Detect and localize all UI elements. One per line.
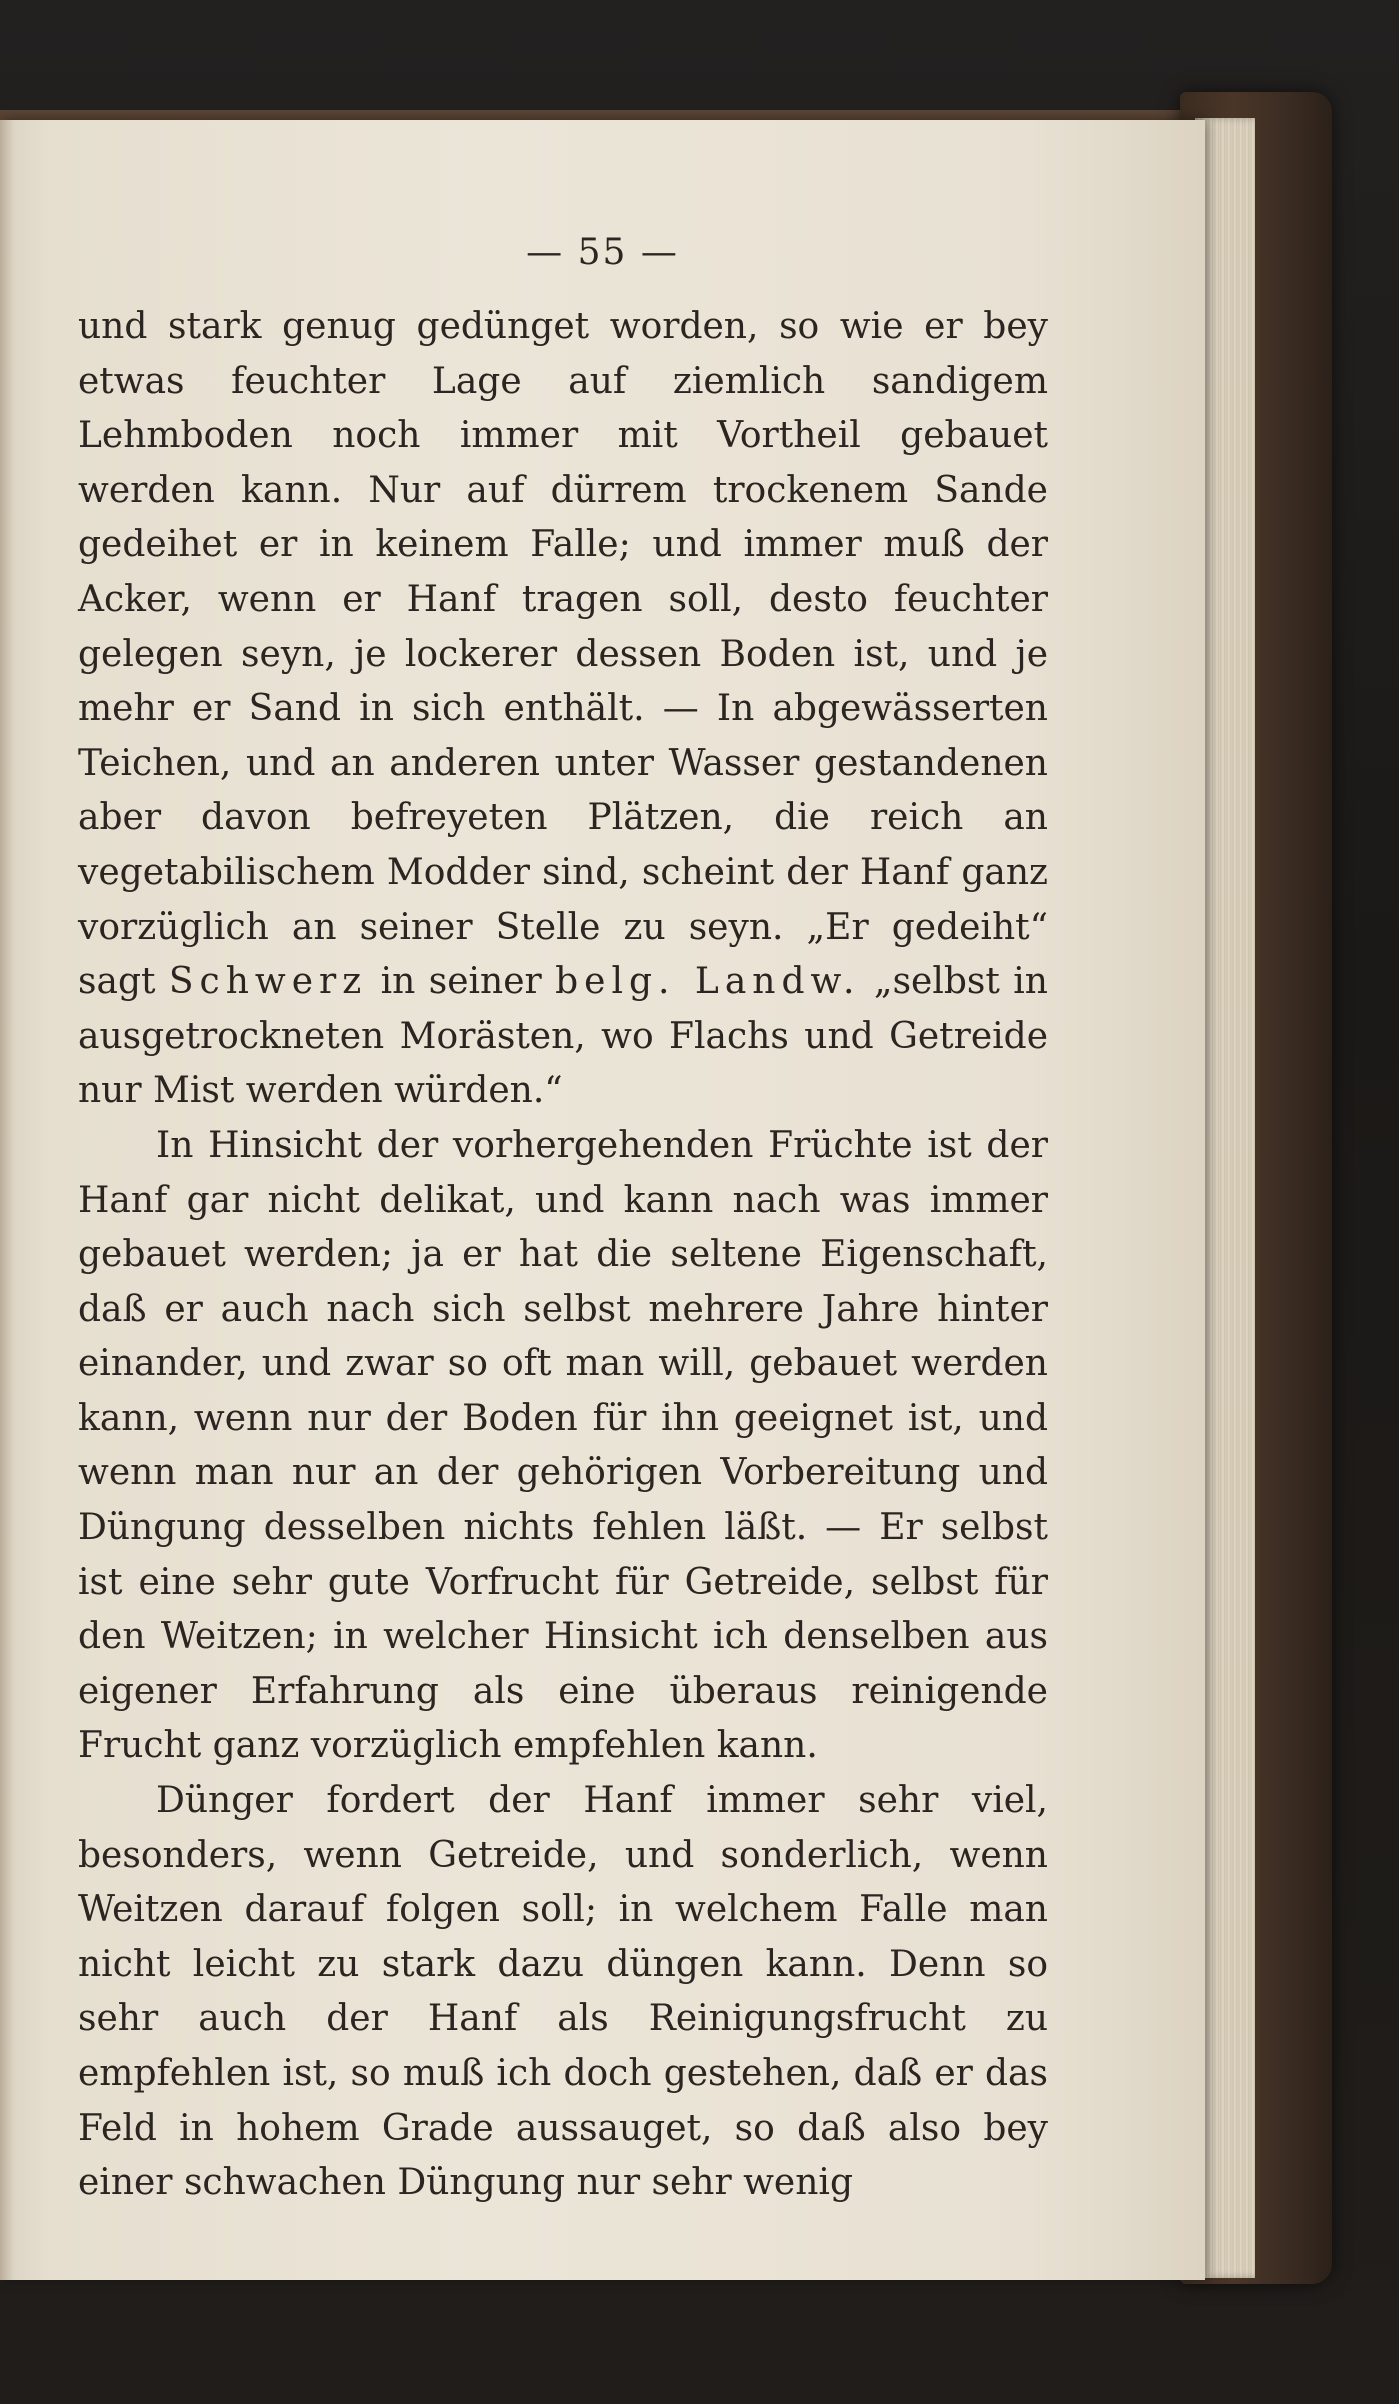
paragraph-1-end: „selbst in ausgetrockneten Morästen, wo Flachs und Getreide nur Mist werden würden.“ [78, 961, 1048, 1112]
work-title: belg. Landw. [555, 961, 861, 1003]
paragraph-1-text: und stark genug gedünget worden, so wie er bey etwas feuchter Lage auf ziemlich sandigem Lehmboden noch immer mit Vortheil gebauet werden kann. Nur auf dürrem trockenem Sande gedeihet er in keinem Falle; und immer muß der Acker, wenn er Hanf tragen soll, desto feuchter gelegen seyn, je lockerer dessen Boden ist, und je mehr er Sand in sich enthält. — In abgewässerten Teichen, und an anderen unter Wasser gestandenen aber davon befreyeten Plätzen, die reich an vegetabilischem Modder sind, scheint der Hanf ganz vorzüglich an seiner Stelle zu seyn. „Er gedeiht“ sagt [78, 306, 1048, 1003]
page-gutter [0, 120, 14, 2280]
paragraph-1 [78, 300, 1048, 1119]
paragraph-1-mid: in seiner [380, 961, 542, 1003]
page-number-header: — 55 — [526, 232, 679, 273]
body-text [78, 300, 1048, 2211]
paragraph-3: Dünger fordert der Hanf immer sehr viel, besonders, wenn Getreide, und sonderlich, wenn Weitzen darauf folgen soll; in welchem Falle man nicht leicht zu stark dazu düngen kann. Denn so sehr auch der Hanf als Reinigungsfrucht zu empfehlen ist, so muß ich doch gestehen, daß er das Feld in hohem Grade aussauget, so daß also bey einer schwachen Düngung nur sehr wenig [78, 1780, 1048, 2204]
paragraph-2: In Hinsicht der vorhergehenden Früchte ist der Hanf gar nicht delikat, und kann nach was immer gebauet werden; ja er hat die seltene Eigenschaft, daß er auch nach sich selbst mehrere Jahre hinter einander, und zwar so oft man will, gebauet werden kann, wenn nur der Boden für ihn geeignet ist, und wenn man nur an der gehörigen Vorbereitung und Düngung desselben nichts fehlen läßt. — Er selbst ist eine sehr gute Vorfrucht für Getreide, selbst für den Weitzen; in welcher Hinsicht ich denselben aus eigener Erfahrung als eine überaus reinigende Frucht ganz vorzüglich empfehlen kann. [78, 1124, 1048, 1767]
author-name: Schwerz [168, 961, 368, 1003]
